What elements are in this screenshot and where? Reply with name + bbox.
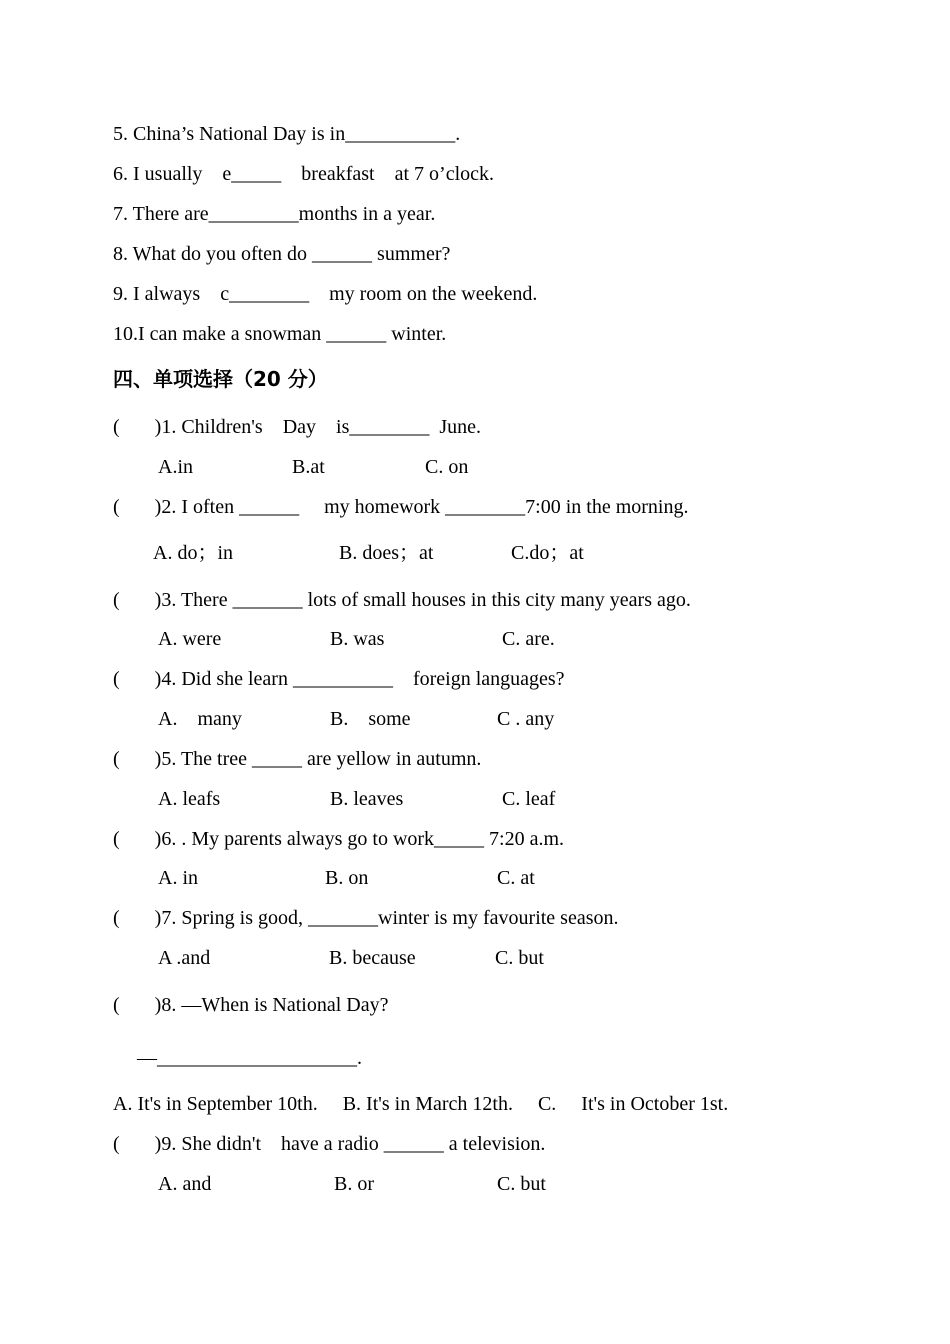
fill-in-line-10: 10.I can make a snowman ______ winter.	[113, 323, 447, 345]
question-2-option-b: B. does；at	[339, 542, 434, 564]
question-9-option-b: B. or	[334, 1173, 374, 1195]
question-3-option-b: B. was	[330, 628, 385, 650]
question-9-option-c: C. but	[497, 1173, 546, 1195]
question-3-stem: ( )3. There _______ lots of small houses in this city many years ago.	[113, 589, 691, 611]
question-4-option-b: B. some	[330, 708, 411, 730]
question-6-stem: ( )6. . My parents always go to work_____ 7:20 a.m.	[113, 828, 565, 850]
fill-in-line-9: 9. I always c________ my room on the weekend.	[113, 283, 538, 305]
question-4-option-a: A. many	[158, 708, 242, 730]
question-7-stem: ( )7. Spring is good, _______winter is my favourite season.	[113, 907, 619, 929]
question-9-stem: ( )9. She didn't have a radio ______ a television.	[113, 1133, 546, 1155]
question-8-stem: ( )8. —When is National Day?	[113, 994, 389, 1016]
question-9-option-a: A. and	[158, 1173, 212, 1195]
question-2-stem: ( )2. I often ______ my homework ________7:00 in the morning.	[113, 496, 689, 518]
question-2-option-a: A. do；in	[153, 542, 233, 564]
question-8-answer-line: —____________________.	[137, 1047, 362, 1069]
section-title: 四、单项选择（20 分）	[113, 367, 328, 391]
question-1-option-a: A.in	[158, 456, 193, 478]
question-6-option-a: A. in	[158, 867, 198, 889]
question-5-option-c: C. leaf	[502, 788, 556, 810]
question-8-options: A. It's in September 10th. B. It's in March 12th. C. It's in October 1st.	[113, 1093, 729, 1115]
question-1-option-b: B.at	[292, 456, 325, 478]
question-7-option-b: B. because	[329, 947, 416, 969]
question-4-option-c: C . any	[497, 708, 555, 730]
question-6-option-b: B. on	[325, 867, 369, 889]
question-1-option-c: C. on	[425, 456, 469, 478]
question-7-option-c: C. but	[495, 947, 544, 969]
question-1-stem: ( )1. Children's Day is________ June.	[113, 416, 482, 438]
question-5-option-b: B. leaves	[330, 788, 404, 810]
question-2-option-c: C.do；at	[511, 542, 584, 564]
question-3-option-c: C. are.	[502, 628, 555, 650]
question-6-option-c: C. at	[497, 867, 535, 889]
fill-in-line-6: 6. I usually e_____ breakfast at 7 o’clock.	[113, 163, 495, 185]
question-4-stem: ( )4. Did she learn __________ foreign languages?	[113, 668, 565, 690]
question-7-option-a: A .and	[158, 947, 211, 969]
fill-in-line-5: 5. China’s National Day is in___________.	[113, 123, 461, 145]
question-3-option-a: A. were	[158, 628, 222, 650]
fill-in-line-7: 7. There are_________months in a year.	[113, 203, 436, 225]
fill-in-line-8: 8. What do you often do ______ summer?	[113, 243, 451, 265]
question-5-stem: ( )5. The tree _____ are yellow in autumn.	[113, 748, 482, 770]
question-5-option-a: A. leafs	[158, 788, 221, 810]
